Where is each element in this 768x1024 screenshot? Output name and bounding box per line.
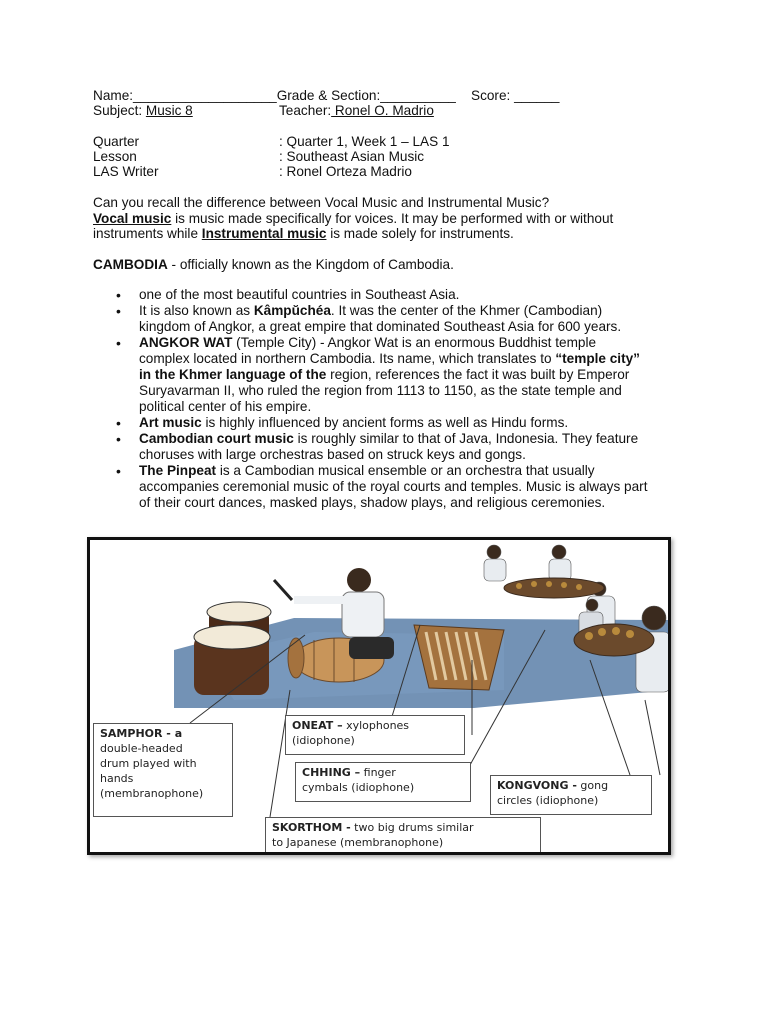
name-blank: ___________________ (133, 88, 277, 103)
label-text: drum played with (100, 757, 197, 770)
instrumental-pre: instruments while (93, 226, 202, 241)
quarter-label: Quarter (93, 134, 140, 149)
chhing-term: CHHING – (302, 766, 361, 779)
cambodia-line (93, 257, 454, 273)
bullet-text: accompanies ceremonial music of the royal courts and temples. Music is always part (139, 479, 648, 494)
label-text: finger (360, 766, 396, 779)
writer-value: : Ronel Orteza Madrio (279, 164, 412, 179)
cambodia-text: - officially known as the Kingdom of Cambodia. (167, 257, 454, 272)
temple-city-quote: “temple city” (555, 351, 640, 366)
pinpeat-term: The Pinpeat (139, 463, 217, 478)
intro-question: Can you recall the difference between Vocal Music and Instrumental Music? (93, 195, 550, 210)
teacher-row (279, 103, 434, 119)
bullet-text: political center of his empire. (139, 399, 312, 414)
vocal-music-term: Vocal music (93, 211, 172, 226)
writer-label: LAS Writer (93, 164, 159, 179)
bullet-text: (Temple City) - Angkor Wat is an enormous Buddhist temple (232, 335, 597, 350)
list-item (116, 335, 676, 415)
bullet-text: is highly influenced by ancient forms as well as Hindu forms. (201, 415, 569, 430)
skorthom-term: SKORTHOM - (272, 821, 351, 834)
pinpeat-ensemble-figure (87, 537, 671, 855)
label-text: hands (100, 772, 134, 785)
oneat-label (285, 715, 465, 755)
name-label: Name: (93, 88, 134, 103)
vocal-music-text: is music made specifically for voices. It may be performed with or without (171, 211, 614, 226)
art-music-term: Art music (139, 415, 202, 430)
score-blank: ______ (514, 88, 560, 103)
angkor-wat-term: ANGKOR WAT (139, 335, 233, 350)
bullet-text: of their court dances, masked plays, shadow plays, and religious ceremonies. (139, 495, 606, 510)
chhing-label (295, 762, 471, 802)
instrumental-music-term: Instrumental music (201, 226, 327, 241)
label-text: (membranophone) (100, 787, 204, 800)
bullet-text: . It was the center of the Khmer (Cambodian) (330, 303, 603, 318)
label-text: to Japanese (membranophone) (272, 836, 444, 849)
list-item (116, 303, 676, 335)
bullet-text: kingdom of Angkor, a great empire that dominated Southeast Asia for 600 years. (139, 319, 622, 334)
score-label: Score: (471, 88, 511, 103)
subject-label: Subject: (93, 103, 143, 118)
bullet-text: complex located in northern Cambodia. Its name, which translates to (139, 351, 556, 366)
bullet-text: is a Cambodian musical ensemble or an orchestra that usually (216, 463, 595, 478)
bullet-text: Suryavarman II, who ruled the region from 1113 to 1150, as the state temple and (139, 383, 622, 398)
label-text: (idiophone) (292, 734, 355, 747)
label-text: cymbals (idiophone) (302, 781, 415, 794)
bullet-text: is roughly similar to that of Java, Indonesia. They feature (293, 431, 639, 446)
bullet-text: region, references the fact it was built by Emperor (326, 367, 630, 382)
label-text: gong (576, 779, 609, 792)
score-row (471, 88, 559, 104)
lesson-label: Lesson (93, 149, 137, 164)
intro-instrumental-line (93, 226, 514, 242)
bullet-text: choruses with large orchestras based on struck keys and gongs. (139, 447, 526, 462)
kongvong-term: KONGVONG - (497, 779, 577, 792)
skorthom-label (265, 817, 541, 855)
court-music-term: Cambodian court music (139, 431, 294, 446)
label-text: double-headed (100, 742, 183, 755)
subject-row (93, 103, 193, 119)
cambodia-term: CAMBODIA (93, 257, 168, 272)
cambodia-facts-list (116, 287, 676, 511)
samphor-term: SAMPHOR - a (100, 727, 183, 740)
bullet-text: It is also known as (139, 303, 254, 318)
list-item (116, 287, 676, 303)
kongvong-label (490, 775, 652, 815)
instrumental-text: is made solely for instruments. (326, 226, 514, 241)
teacher-label: Teacher: (279, 103, 332, 118)
grade-blank: __________ (380, 88, 456, 103)
intro-vocal-line (93, 211, 613, 227)
subject-value: Music 8 (145, 103, 193, 118)
oneat-term: ONEAT – (292, 719, 343, 732)
kampuchea-term: Kâmpŭchéa (253, 303, 331, 318)
quarter-value: : Quarter 1, Week 1 – LAS 1 (279, 134, 450, 149)
label-text: circles (idiophone) (497, 794, 599, 807)
list-item (116, 463, 676, 511)
grade-label: Grade & Section: (276, 88, 381, 103)
lesson-value: : Southeast Asian Music (279, 149, 425, 164)
samphor-label (93, 723, 233, 817)
label-text: xylophones (342, 719, 410, 732)
bullet-text: one of the most beautiful countries in Southeast Asia. (139, 287, 460, 302)
label-text: two big drums similar (350, 821, 474, 834)
list-item (116, 431, 676, 463)
header-row-1 (93, 88, 456, 104)
khmer-language-text: in the Khmer language of the (139, 367, 327, 382)
list-item (116, 415, 676, 431)
teacher-value: Ronel O. Madrio (331, 103, 434, 118)
